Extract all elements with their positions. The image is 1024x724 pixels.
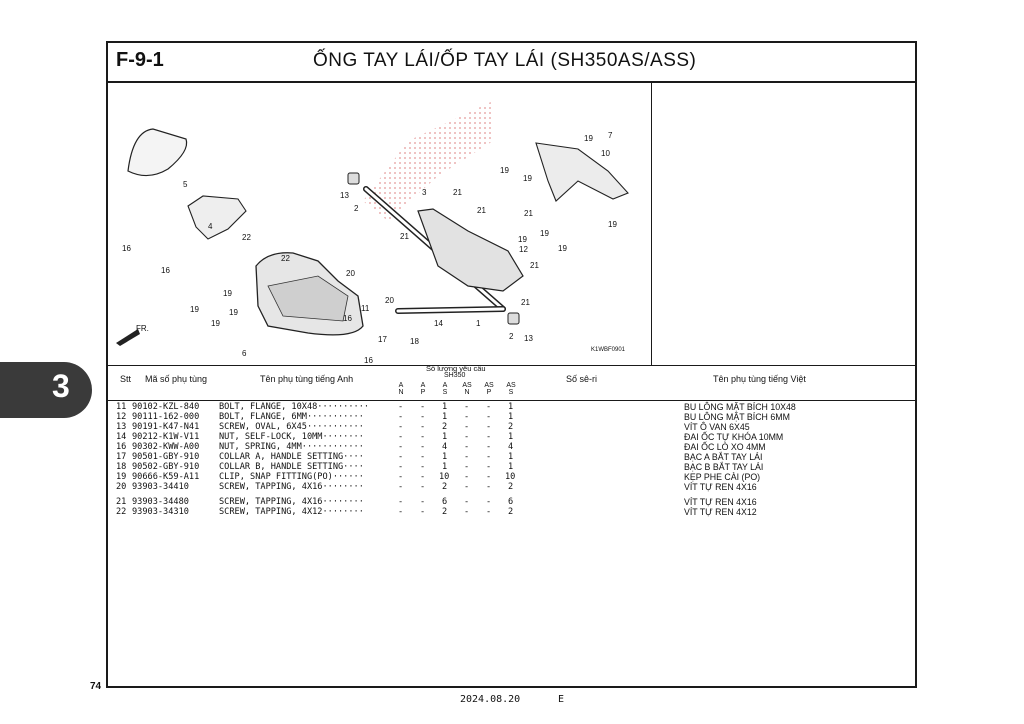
meter-visor-shape [128,129,187,176]
table-row: 21 93903-34480 SCREW, TAPPING, 4X16········ - - 6 - - 6 VÍT TỰ REN 4X16 [116,497,757,507]
section-title: ỐNG TAY LÁI/ỐP TAY LÁI (SH350AS/ASS) [313,50,697,71]
header-part-no: Mã số phụ tùng [145,374,208,384]
table-row: 11 90102-KZL-840 BOLT, FLANGE, 10X48·········· - - 1 - - 1 BU LÔNG MẶT BÍCH 10X48 [116,402,796,412]
exploded-view-illustration [108,81,651,365]
svg-text:21: 21 [453,188,462,197]
header-variant-asp: AS P [484,382,494,396]
svg-text:20: 20 [385,296,394,305]
svg-text:21: 21 [521,298,530,307]
table-row: 14 90212-K1W-V11 NUT, SELF-LOCK, 10MM········ - - 1 - - 1 ĐAI ỐC TỰ KHÓA 10MM [116,432,784,442]
svg-text:21: 21 [530,261,539,270]
svg-text:4: 4 [208,222,213,231]
header-variant-ass: AS S [506,382,516,396]
page-number: 74 [90,681,102,692]
header-variant-an: A N [398,382,404,396]
table-header [108,366,915,401]
table-row: 19 90666-K59-A11 CLIP, SNAP FITTING(PO)······ - - 10 - - 10 KẸP PHE CÀI (PO) [116,472,761,482]
svg-text:19: 19 [518,235,527,244]
header-stt: Stt [120,374,132,384]
svg-text:19: 19 [558,244,567,253]
header-variant-ap: A P [420,382,426,396]
svg-text:22: 22 [242,233,251,242]
svg-text:16: 16 [343,314,352,323]
header-serial: Số sê-ri [566,374,598,384]
svg-text:19: 19 [229,308,238,317]
svg-text:19: 19 [223,289,232,298]
svg-text:21: 21 [477,206,486,215]
header-model: SH350 [444,372,466,379]
svg-text:2: 2 [509,332,514,341]
header-name-en: Tên phụ tùng tiếng Anh [260,374,354,384]
print-date: 2024.08.20 [460,694,521,705]
section-code: F-9-1 [116,49,164,71]
svg-text:19: 19 [211,319,220,328]
svg-text:19: 19 [608,220,617,229]
svg-text:19: 19 [523,174,532,183]
header-variant-as: A S [442,382,448,396]
edition-mark: E [558,694,565,705]
parts-diagram [108,81,652,366]
svg-text:1: 1 [476,319,481,328]
svg-text:17: 17 [378,335,387,344]
table-row: 16 90302-KWW-A00 NUT, SPRING, 4MM············ - - 4 - - 4 ĐAI ỐC LÒ XO 4MM [116,442,766,452]
table-row: 22 93903-34310 SCREW, TAPPING, 4X12········ - - 2 - - 2 VÍT TỰ REN 4X12 [116,507,757,517]
section-header [108,43,915,83]
svg-text:5: 5 [183,180,188,189]
svg-text:16: 16 [364,356,373,365]
svg-text:18: 18 [410,337,419,346]
svg-text:7: 7 [608,131,613,140]
table-row: 18 90502-GBY-910 COLLAR B, HANDLE SETTING···· - - 1 - - 1 BẠC B BẮT TAY LÁI [116,462,764,472]
svg-text:14: 14 [434,319,443,328]
section-tab [0,362,92,418]
svg-text:13: 13 [524,334,533,343]
svg-text:21: 21 [400,232,409,241]
section-tab-number: 3 [52,368,70,404]
svg-text:19: 19 [540,229,549,238]
svg-text:22: 22 [281,254,290,263]
svg-text:11: 11 [361,304,370,313]
table-row: 17 90501-GBY-910 COLLAR A, HANDLE SETTING···· - - 1 - - 1 BẠC A BẮT TAY LÁI [116,452,763,462]
svg-text:10: 10 [601,149,610,158]
blank-panel [652,81,915,366]
table-row: 12 90111-162-000 BOLT, FLANGE, 6MM··········· - - 1 - - 1 BU LÔNG MẶT BÍCH 6MM [116,412,790,422]
page-frame [106,41,917,688]
svg-text:6: 6 [242,349,247,358]
svg-text:16: 16 [161,266,170,275]
svg-text:13: 13 [340,191,349,200]
svg-text:2: 2 [354,204,359,213]
header-name-vn: Tên phụ tùng tiếng Việt [713,374,806,384]
rear-cover-shape [418,209,523,291]
svg-text:19: 19 [584,134,593,143]
svg-text:16: 16 [122,244,131,253]
svg-text:12: 12 [519,245,528,254]
collar-shape [348,173,359,184]
svg-text:K1WBF0901: K1WBF0901 [591,347,626,353]
svg-text:FR.: FR. [136,324,149,333]
inner-cover-shape [188,196,246,239]
header-variant-asn: AS N [462,382,472,396]
svg-text:20: 20 [346,269,355,278]
side-cover-shape [536,143,628,201]
svg-text:19: 19 [500,166,509,175]
svg-text:3: 3 [422,188,427,197]
header-qty: Số lượng yêu cầu [426,364,486,373]
table-row: 13 90191-K47-N41 SCREW, OVAL, 6X45··········· - - 2 - - 2 VÍT Ô VAN 6X45 [116,422,750,432]
svg-text:19: 19 [190,305,199,314]
svg-text:21: 21 [524,209,533,218]
table-row: 20 93903-34410 SCREW, TAPPING, 4X16········ - - 2 - - 2 VÍT TỰ REN 4X16 [116,482,757,492]
